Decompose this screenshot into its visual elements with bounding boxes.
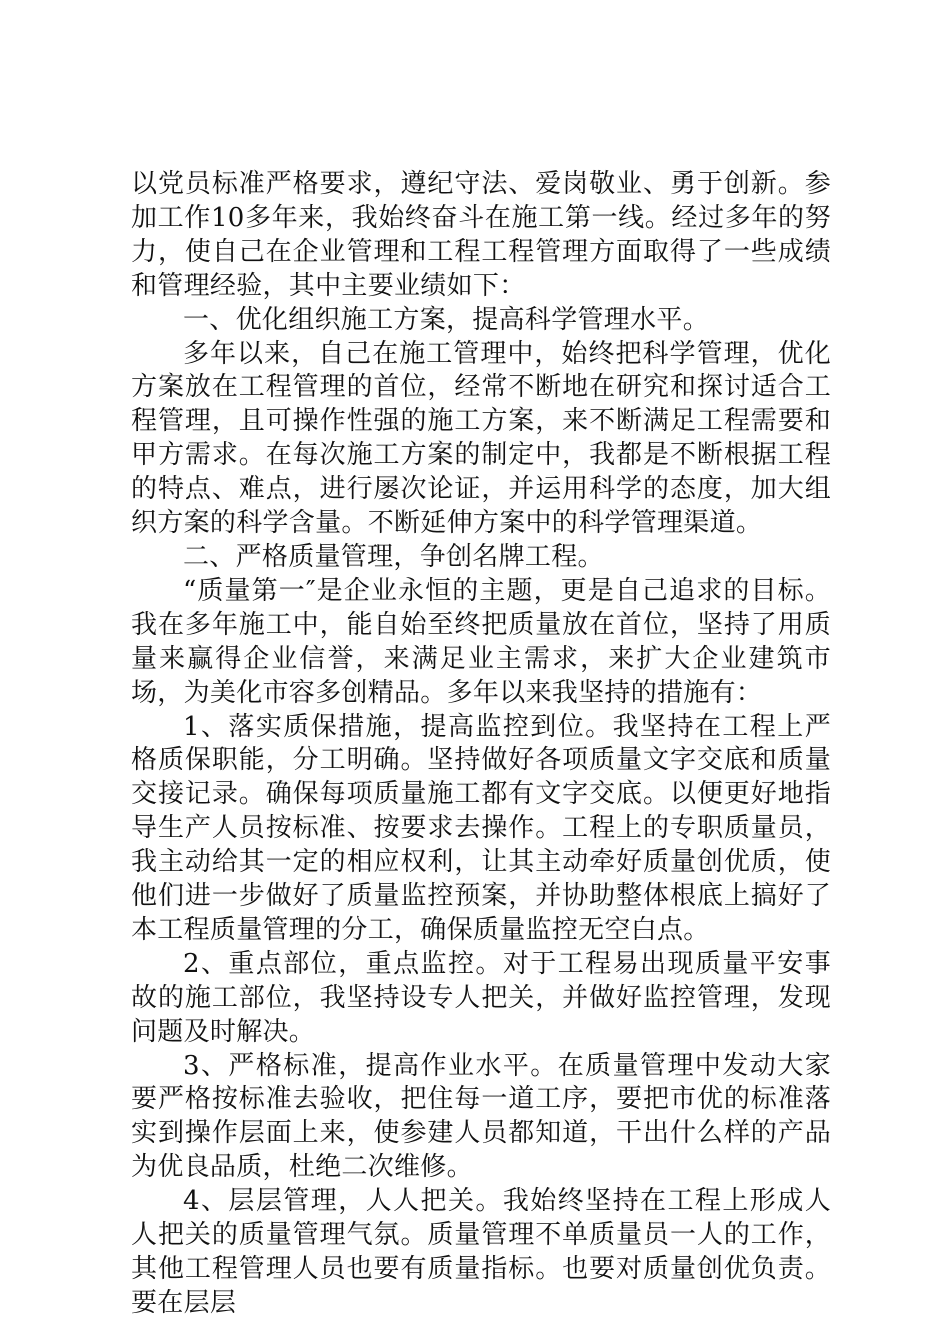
section-heading-2: 二、严格质量管理，争创名牌工程。 (183, 541, 604, 572)
document-body (131, 168, 831, 1321)
paragraph-measure-2: 2、重点部位，重点监控。对于工程易出现质量平安事故的施工部位，我坚持设专人把关，并做好监控管理，发现问题及时解决。 (131, 948, 831, 1047)
paragraph-section-2: “质量第一″是企业永恒的主题，更是自己追求的目标。我在多年施工中，能自始至终把质量放在首位，坚持了用质量来赢得企业信誉，来满足业主需求，来扩大企业建筑市场，为美化市容多创精品。多年以来我坚持的措施有： (131, 575, 831, 708)
paragraph-section-1: 多年以来，自己在施工管理中，始终把科学管理，优化方案放在工程管理的首位，经常不断地在研究和探讨适合工程管理，且可操作性强的施工方案，来不断满足工程需要和甲方需求。在每次施工方案的制定中，我都是不断根据工程的特点、难点，进行屡次论证，并运用科学的态度，加大组织方案的科学含量。不断延伸方案中的科学管理渠道。 (131, 338, 831, 539)
paragraph-measure-4: 4、层层管理，人人把关。我始终坚持在工程上形成人人把关的质量管理气氛。质量管理不单质量员一人的工作，其他工程管理人员也要有质量指标。也要对质量创优负责。要在层层 (131, 1186, 831, 1318)
section-heading-1: 一、优化组织施工方案，提高科学管理水平。 (183, 304, 710, 335)
paragraph-intro: 以党员标准严格要求，遵纪守法、爱岗敬业、勇于创新。参加工作10多年来，我始终奋斗在施工第一线。经过多年的努力，使自己在企业管理和工程工程管理方面取得了一些成绩和管理经验，其中主要业绩如下： (131, 169, 831, 301)
paragraph-measure-1: 1、落实质保措施，提高监控到位。我坚持在工程上严格质保职能，分工明确。坚持做好各项质量文字交底和质量交接记录。确保每项质量施工都有文字交底。以便更好地指导生产人员按标准、按要求去操作。工程上的专职质量员，我主动给其一定的相应权利，让其主动牵好质量创优质，使他们进一步做好了质量监控预案，并协助整体根底上搞好了本工程质量管理的分工，确保质量监控无空白点。 (131, 711, 831, 945)
paragraph-measure-3: 3、严格标准，提高作业水平。在质量管理中发动大家要严格按标准去验收，把住每一道工序，要把市优的标准落实到操作层面上来，使参建人员都知道，干出什么样的产品为优良品质，杜绝二次维修。 (131, 1050, 831, 1183)
